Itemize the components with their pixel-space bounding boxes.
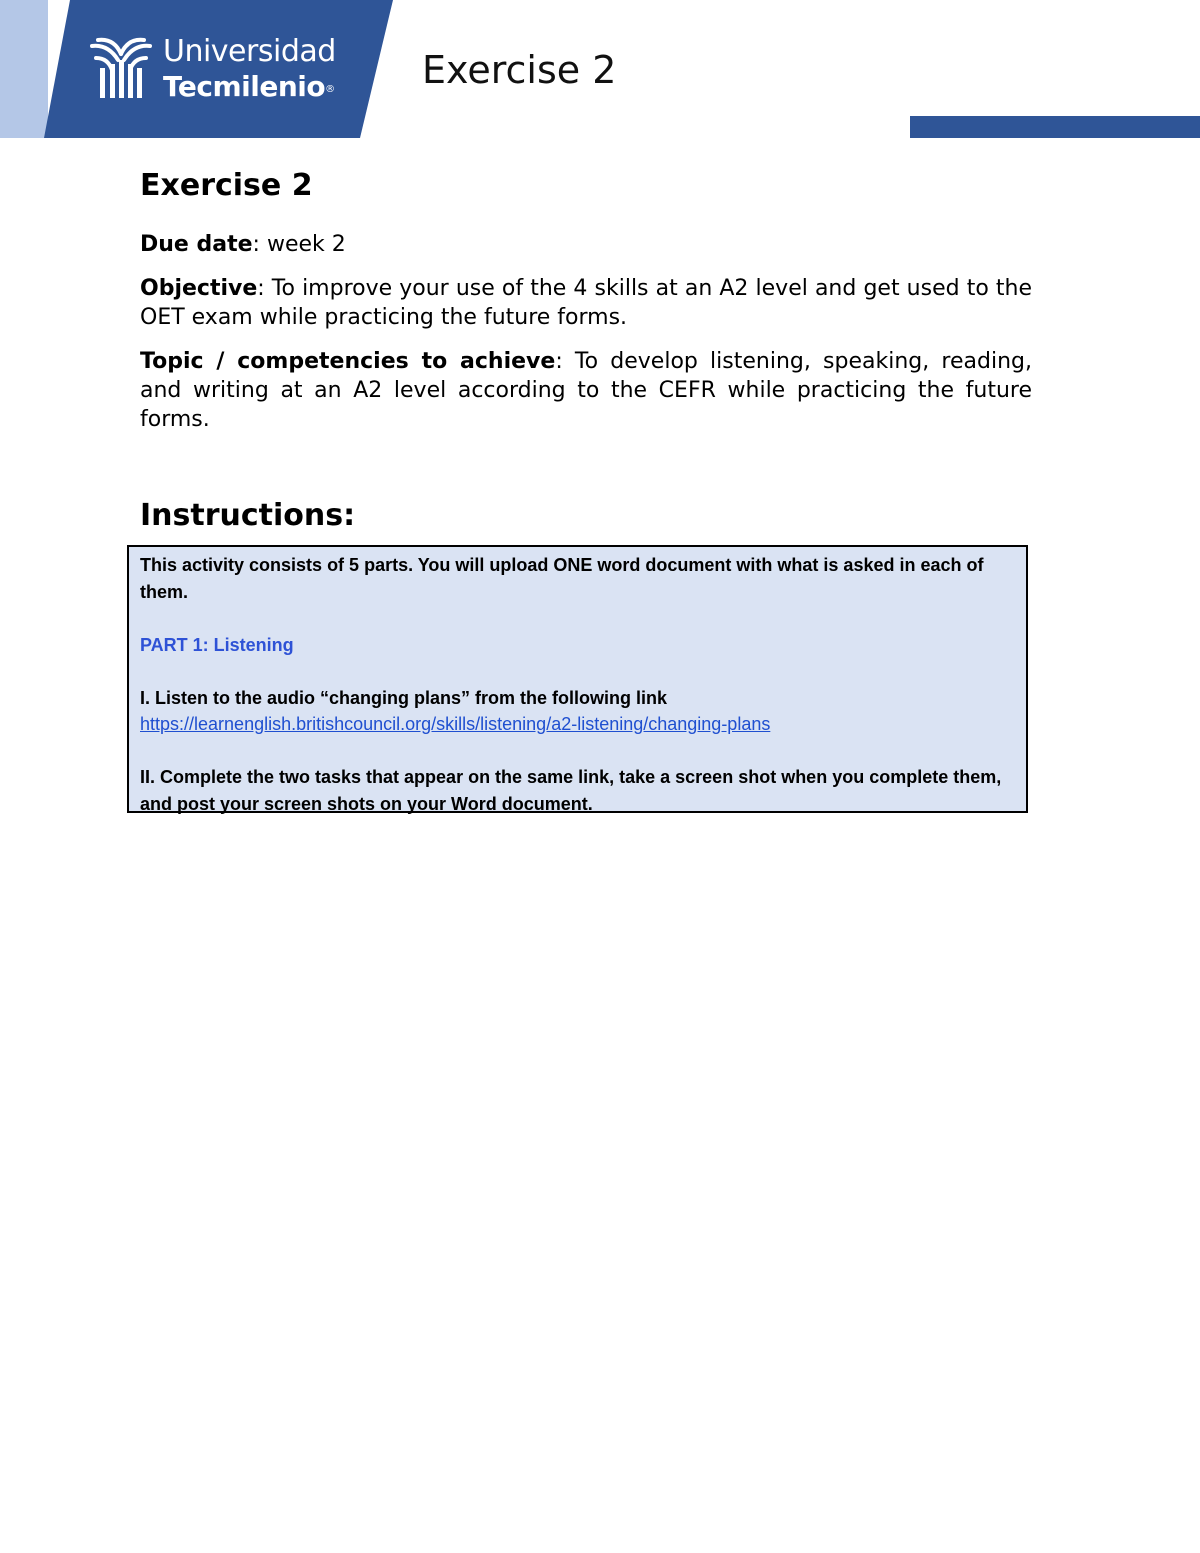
- instructions-heading: Instructions:: [140, 498, 356, 533]
- due-date-paragraph: [140, 230, 1032, 259]
- instructions-box: [127, 545, 1028, 813]
- spacer: [140, 605, 1020, 632]
- step1-text: I. Listen to the audio “changing plans” from the following link: [140, 687, 668, 708]
- listening-link[interactable]: https://learnenglish.britishcouncil.org/skills/listening/a2-listening/changing-plans: [140, 714, 771, 734]
- page-header: [0, 0, 1200, 140]
- document-body: [140, 160, 1032, 538]
- topic-label: Topic / competencies to achieve: [140, 349, 556, 374]
- spacer: [140, 658, 1020, 685]
- logo-university-text: Universidad: [163, 34, 336, 69]
- header-accent-bar: [910, 116, 1200, 138]
- document-title: Exercise 2: [140, 168, 313, 203]
- registered-mark: ®: [325, 84, 335, 95]
- instructions-intro: This activity consists of 5 parts. You will upload ONE word document with what is asked in each of them.: [140, 555, 984, 602]
- spacer: [140, 738, 1020, 765]
- step2-text: II. Complete the two tasks that appear on the same link, take a screen shot when you complete them, and post your screen shots on your Word document.: [140, 767, 1002, 814]
- logo-brand-text: [163, 70, 335, 103]
- due-date-label: Due date: [140, 232, 253, 257]
- part1-title: PART 1: Listening: [140, 634, 294, 655]
- objective-paragraph: [140, 274, 1032, 332]
- logo-brand-name: Tecmilenio: [163, 70, 326, 103]
- topic-text: : To develop listening, speaking, reading, and writing at an A2 level according to the CEFR while practicing the future forms.: [140, 349, 1032, 432]
- objective-label: Objective: [140, 276, 258, 301]
- due-date-value: : week 2: [252, 232, 346, 257]
- topic-paragraph: [140, 347, 1032, 434]
- header-title: Exercise 2: [422, 48, 617, 92]
- banner-light-strip: [0, 0, 48, 138]
- objective-text: : To improve your use of the 4 skills at an A2 level and get used to the OET exam while practicing the future forms.: [140, 276, 1032, 330]
- tecmilenio-logo-icon: [88, 34, 154, 100]
